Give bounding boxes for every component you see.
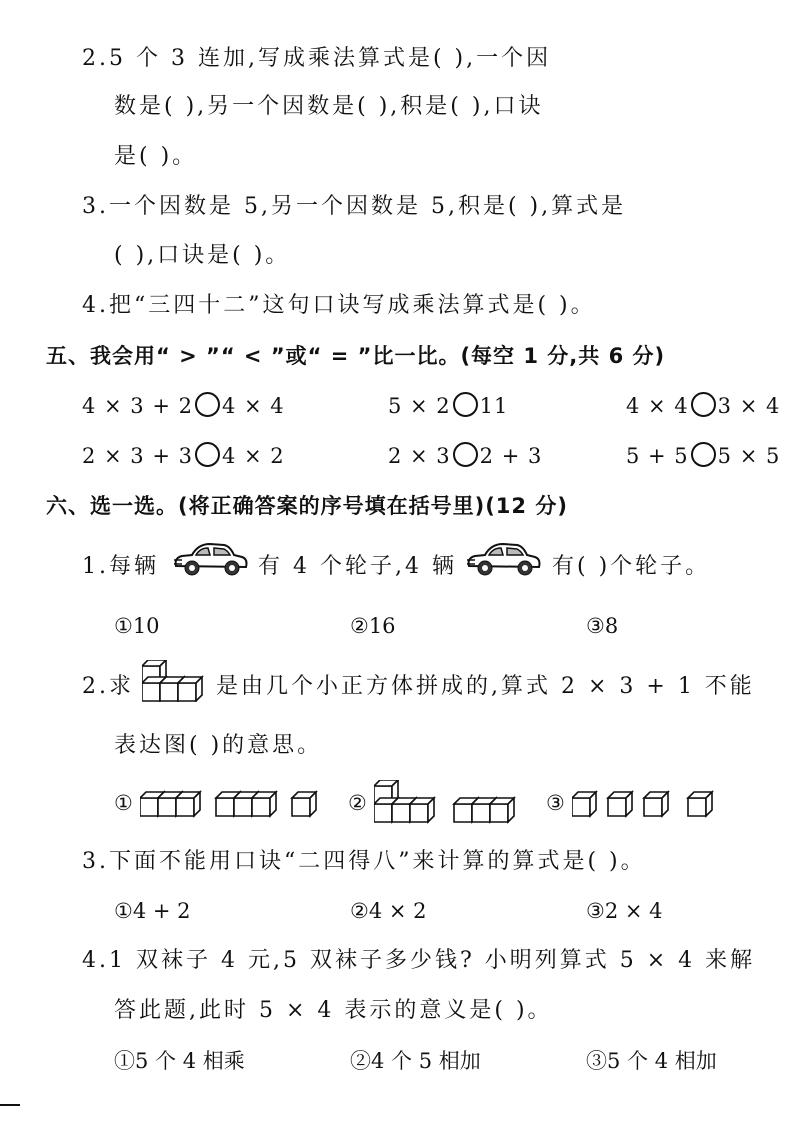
- option-3[interactable]: ③5 个 4 相加: [586, 1049, 717, 1073]
- q6-3-text: 3.下面不能用口诀“二四得八”来计算的算式是( )。: [82, 849, 646, 874]
- compare-item: [388, 391, 508, 421]
- compare-item: [388, 441, 542, 471]
- compare-item: [626, 441, 780, 471]
- q4-line-6: 4.把“三四十二”这句口诀写成乘法算式是( )。: [82, 293, 596, 318]
- cube-stack-icon: [142, 660, 214, 702]
- compare-left: 5 + 5: [626, 444, 689, 468]
- q6-1-text-c: 有( )个轮子。: [552, 554, 711, 579]
- compare-right: 5 × 5: [717, 444, 781, 468]
- cube-stack-icon: [374, 780, 524, 824]
- car-icon: [172, 540, 252, 580]
- q6-1-text-b: 有 4 个轮子,4 辆: [258, 554, 457, 579]
- option-2[interactable]: ②4 个 5 相加: [350, 1049, 481, 1073]
- compare-right: 11: [479, 394, 509, 418]
- q6-2-text-c: 表达图( )的意思。: [114, 733, 323, 758]
- compare-left: 2 × 3 + 3: [82, 444, 193, 468]
- compare-right: 2 + 3: [479, 444, 543, 468]
- cube-singles-icon: [572, 788, 722, 818]
- compare-right: 4 × 4: [221, 394, 285, 418]
- option-1[interactable]: ①4 + 2: [114, 899, 191, 923]
- compare-left: 2 × 3: [388, 444, 451, 468]
- answer-circle[interactable]: [195, 392, 220, 417]
- q4-line-1: 2.5 个 3 连加,写成乘法算式是( ),一个因: [82, 46, 552, 71]
- option-1[interactable]: ①5 个 4 相乘: [114, 1049, 245, 1073]
- q4-line-4: 3.一个因数是 5,另一个因数是 5,积是( ),算式是: [82, 194, 627, 219]
- compare-left: 4 × 4: [626, 394, 689, 418]
- option-2-label[interactable]: ②: [348, 791, 367, 815]
- q6-2-text-a: 2.求: [82, 674, 134, 699]
- option-3[interactable]: ③2 × 4: [586, 899, 663, 923]
- compare-right: 3 × 4: [717, 394, 781, 418]
- cube-row-icon: [140, 788, 330, 818]
- q6-4-line-1: 4.1 双袜子 4 元,5 双袜子多少钱? 小明列算式 5 × 4 来解: [82, 948, 756, 973]
- q6-4-line-2: 答此题,此时 5 × 4 表示的意义是( )。: [114, 998, 553, 1023]
- compare-left: 4 × 3 + 2: [82, 394, 193, 418]
- compare-item: [82, 441, 285, 471]
- option-1[interactable]: ①10: [114, 614, 160, 638]
- section-5-title: 五、我会用“ > ”“ < ”或“ = ”比一比。(每空 1 分,共 6 分): [46, 344, 666, 368]
- q4-line-2: 数是( ),另一个因数是( ),积是( ),口诀: [114, 94, 544, 119]
- answer-circle[interactable]: [453, 392, 478, 417]
- compare-left: 5 × 2: [388, 394, 451, 418]
- compare-right: 4 × 2: [221, 444, 285, 468]
- page-edge-mark: [0, 1104, 20, 1106]
- answer-circle[interactable]: [195, 442, 220, 467]
- q6-2-text-b: 是由几个小正方体拼成的,算式 2 × 3 + 1 不能: [216, 674, 755, 699]
- answer-circle[interactable]: [691, 442, 716, 467]
- option-1-label[interactable]: ①: [114, 791, 133, 815]
- option-3-label[interactable]: ③: [546, 791, 565, 815]
- option-2[interactable]: ②16: [350, 614, 396, 638]
- section-6-title: 六、选一选。(将正确答案的序号填在括号里)(12 分): [46, 494, 568, 518]
- answer-circle[interactable]: [691, 392, 716, 417]
- car-icon: [465, 540, 545, 580]
- option-3[interactable]: ③8: [586, 614, 619, 638]
- q6-1-text-a: 1.每辆: [82, 554, 159, 579]
- q4-line-5: ( ),口诀是( )。: [114, 243, 291, 268]
- compare-item: [626, 391, 780, 421]
- compare-item: [82, 391, 285, 421]
- answer-circle[interactable]: [453, 442, 478, 467]
- option-2[interactable]: ②4 × 2: [350, 899, 427, 923]
- q4-line-3: 是( )。: [114, 144, 198, 169]
